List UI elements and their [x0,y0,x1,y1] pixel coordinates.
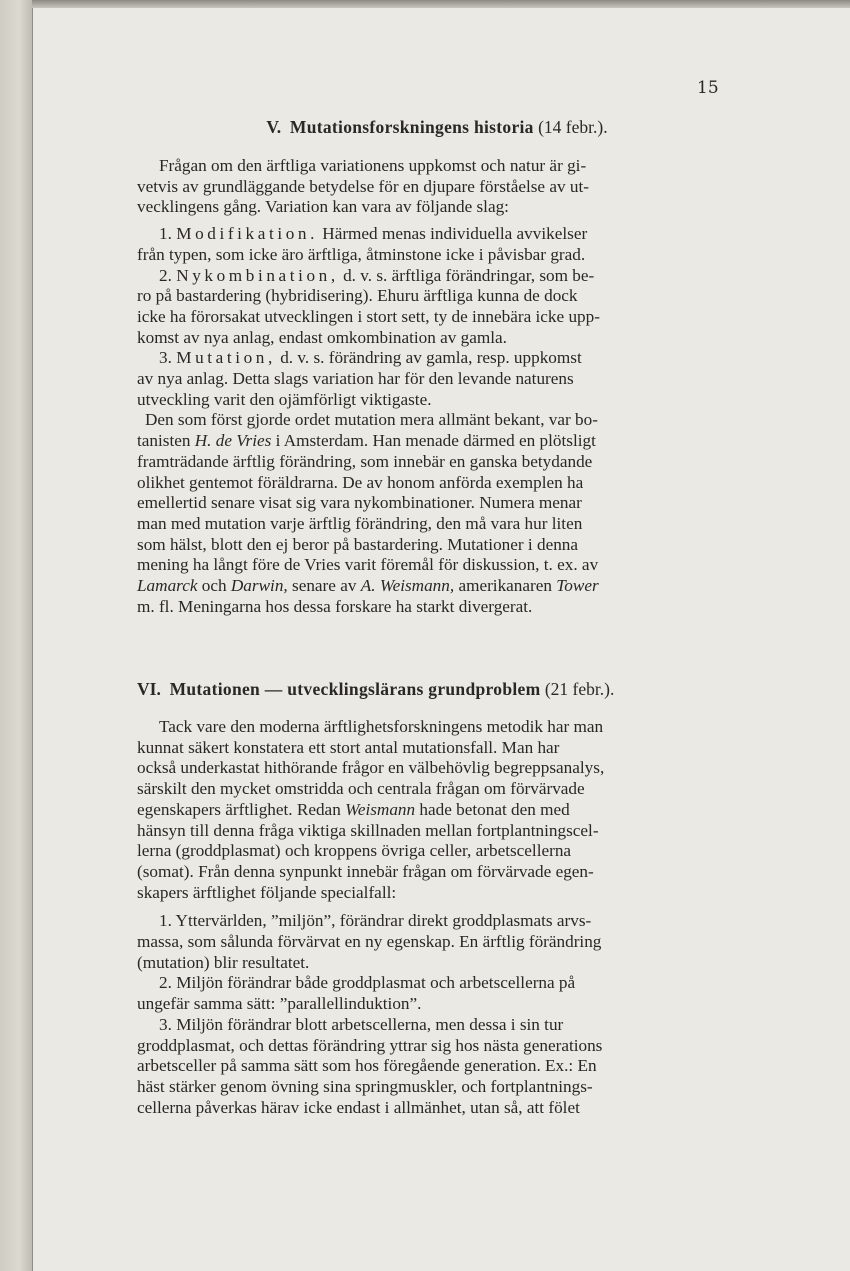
text-line: som hälst, blott den ej beror på bastardering. Mutationer i denna [137,534,579,554]
text-line: icke ha förorsakat utvecklingen i stort sett, ty de innebära icke upp- [137,306,600,326]
text-line: tanisten H. de Vries i Amsterdam. Han menade därmed en plötsligt [137,431,596,451]
section-v-number: V. [266,117,282,137]
term-modifikation: Modifikation. [176,224,318,244]
text-line: Tack vare den moderna ärftlighetsforskningens metodik har man [159,717,604,736]
page-top-shadow [32,0,850,8]
text-line: cellerna påverkas härav icke endast i allmänhet, utan så, att fölet [137,1097,580,1117]
text-line: egenskapers ärftlighet. Redan Weismann hade betonat den med [137,799,570,819]
name-tower: Tower [556,576,599,596]
text-line: vetvis av grundläggande betydelse för en djupare förståelse av ut- [137,176,589,196]
list-item-modifikation: 1. Modifikation. Härmed menas individuella avvikelser [159,224,588,244]
text-line: utveckling varit den ojämförligt viktigaste. [137,389,432,409]
case-2: 2. Miljön förändrar både groddplasmat och arbetscellerna på [159,973,576,993]
text-line: av nya anlag. Detta slags variation har för den levande naturens [137,369,574,389]
text-line: särskilt den mycket omstridda och centrala frågan om förvärvade [137,779,585,799]
section-v-heading [137,117,737,138]
text-line: emellertid senare visat sig vara nykombinationer. Numera menar [137,493,582,513]
text-line: arbetsceller på samma sätt som hos föregående generation. Ex.: En [137,1056,597,1076]
text-line: man med mutation varje ärftlig förändring, den må vara hur liten [137,513,583,533]
name-lamarck: Lamarck [137,576,198,596]
text-line: häst stärker genom övning sina springmuskler, och fortplantnings- [137,1076,593,1096]
name-darwin: Darwin, [230,576,288,596]
case-1: 1. Yttervärlden, ”miljön”, förändrar direkt groddplasmats arvs- [159,911,592,931]
text-line: hänsyn till denna fråga viktiga skillnaden mellan fortplantningscel- [137,820,599,840]
case-3: 3. Miljön förändrar blott arbetscellerna, men dessa i sin tur [159,1014,564,1034]
list-item-nykombination: 2. Nykombination, d. v. s. ärftliga förändringar, som be- [159,265,595,285]
text-line: (mutation) blir resultatet. [137,952,310,972]
text-line: (somat). Från denna synpunkt innebär frågan om förvärvade egen- [137,861,594,881]
term-mutation: Mutation, [176,348,276,368]
section-vi-body [137,717,737,1118]
section-vi-heading [137,679,737,700]
section-v-title: Mutationsforskningens historia [289,117,534,137]
section-vi-title: Mutationen — utvecklingslärans grundproblem [169,679,541,699]
text-line: från typen, som icke äro ärftliga, åtminstone icke i påvisbar grad. [137,244,586,264]
text-line: Lamarck och Darwin, senare av A. Weismann, amerikanaren Tower [137,576,599,596]
text-line: framträdande ärftlig förändring, som innebär en ganska betydande [137,451,593,471]
text-line: vecklingens gång. Variation kan vara av följande slag: [137,197,509,217]
name-de-vries: H. de Vries [194,431,272,451]
text-line: m. fl. Meningarna hos dessa forskare ha starkt divergerat. [137,596,533,616]
text-line: skapers ärftlighet följande specialfall: [137,882,397,902]
name-weismann: Weismann [345,799,416,819]
text-line: lerna (groddplasmat) och kroppens övriga celler, arbetscellerna [137,841,572,861]
term-nykombination: Nykombination, [176,265,339,285]
text-line: Frågan om den ärftliga variationens uppkomst och natur är gi- [159,156,587,175]
section-v-date: (14 febr.). [538,117,608,137]
section-vi-number: VI. [137,679,161,699]
adjacent-page-edge [0,0,33,1271]
name-weismann: A. Weismann, [360,576,455,596]
list-item-mutation: 3. Mutation, d. v. s. förändring av gamla, resp. uppkomst [159,348,582,368]
text-line: komst av nya anlag, endast omkombination av gamla. [137,327,507,347]
text-line: olikhet gentemot föräldrarna. De av honom anförda exemplen ha [137,472,584,492]
text-line: groddplasmat, och dettas förändring yttrar sig hos nästa generations [137,1035,603,1055]
text-line: massa, som sålunda förvärvat en ny egenskap. En ärftlig förändring [137,932,602,952]
section-v-body [137,156,737,617]
page-number: 15 [697,78,719,98]
text-line: Den som först gjorde ordet mutation mera allmänt bekant, var bo- [145,410,598,430]
section-vi-date: (21 febr.). [544,679,615,699]
text-line: ro på bastardering (hybridisering). Ehuru ärftliga kunna de dock [137,286,578,306]
text-line: ungefär samma sätt: ”parallellinduktion”. [137,994,422,1014]
text-line: kunnat säkert konstatera ett stort antal mutationsfall. Man har [137,737,560,757]
text-line: mening ha långt före de Vries varit föremål för diskussion, t. ex. av [137,555,599,575]
text-line: också underkastat hithörande frågor en välbehövlig begreppsanalys, [137,758,605,778]
